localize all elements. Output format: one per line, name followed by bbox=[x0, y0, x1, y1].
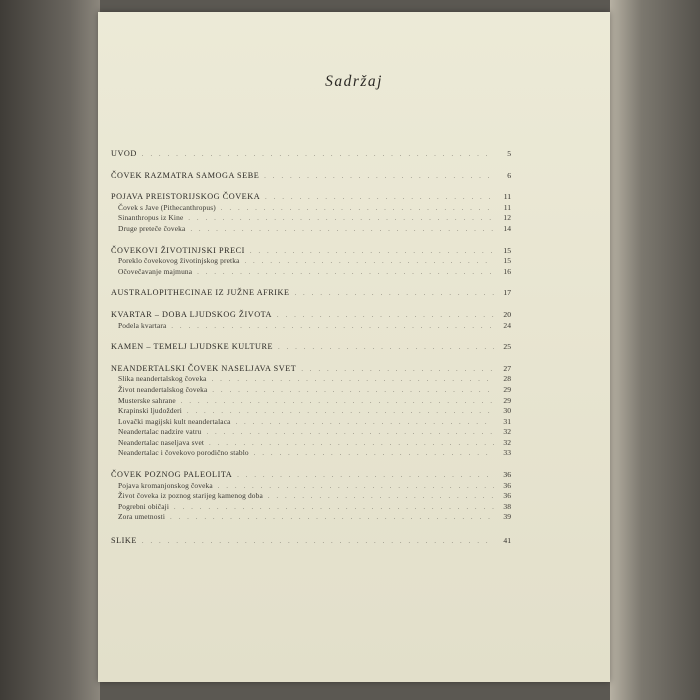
toc-subentry-title: Neandertalac i čovekovo porodično stablo bbox=[118, 448, 249, 458]
toc-subentry-title: Podela kvartara bbox=[118, 320, 167, 330]
toc-page-number: 39 bbox=[503, 512, 511, 522]
toc-subentry bbox=[111, 481, 511, 492]
toc-subentry bbox=[111, 203, 511, 214]
toc-subentry-title: Pogrebni običaji bbox=[118, 501, 170, 511]
dot-leader bbox=[174, 503, 494, 514]
toc-page-number: 32 bbox=[503, 437, 511, 447]
toc-page-number: 16 bbox=[503, 266, 511, 276]
dot-leader bbox=[212, 386, 494, 397]
toc-page-number: 24 bbox=[503, 320, 511, 330]
toc-subentry-title: Život neandertalskog čoveka bbox=[118, 384, 208, 394]
toc-subentry-title: Čovek s Jave (Pithecanthropus) bbox=[118, 202, 216, 212]
toc-page-number: 20 bbox=[503, 309, 511, 319]
toc-entry bbox=[111, 171, 511, 182]
dot-leader bbox=[212, 375, 494, 386]
dot-leader bbox=[277, 311, 494, 322]
dot-leader bbox=[197, 268, 494, 279]
toc-page-number: 29 bbox=[503, 395, 511, 405]
toc-entry-title: AUSTRALOPITHECINAE IZ JUŽNE AFRIKE bbox=[111, 288, 290, 298]
dot-leader bbox=[207, 428, 494, 439]
toc-page-number: 14 bbox=[503, 223, 511, 233]
dot-leader bbox=[264, 172, 494, 183]
dot-leader bbox=[301, 365, 494, 376]
toc-subentry-title: Neandertalac naseljava svet bbox=[118, 437, 205, 447]
toc-subentry bbox=[111, 374, 511, 385]
toc-entry-title: ČOVEK POZNOG PALEOLITA bbox=[111, 470, 233, 480]
dot-leader bbox=[170, 513, 494, 524]
dot-leader bbox=[209, 439, 494, 450]
toc-subentry bbox=[111, 491, 511, 502]
toc-subentry bbox=[111, 213, 511, 224]
toc-page-number: 41 bbox=[503, 536, 511, 546]
toc-page-number: 38 bbox=[503, 501, 511, 511]
toc-subentry bbox=[111, 396, 511, 407]
toc-entry-title: ČOVEKOVI ŽIVOTINJSKI PRECI bbox=[111, 245, 245, 255]
table-of-contents bbox=[111, 149, 511, 547]
toc-entry-title: ČOVEK RAZMATRA SAMOGA SEBE bbox=[111, 170, 260, 180]
dot-leader bbox=[254, 449, 494, 460]
toc-page-number: 15 bbox=[503, 256, 511, 266]
toc-entry bbox=[111, 288, 511, 299]
toc-page-number: 31 bbox=[503, 416, 511, 426]
toc-page-number: 12 bbox=[503, 213, 511, 223]
toc-page-number: 36 bbox=[503, 491, 511, 501]
dot-leader bbox=[171, 322, 494, 333]
dot-leader bbox=[268, 492, 494, 503]
toc-page-number: 27 bbox=[503, 363, 511, 373]
toc-entry bbox=[111, 470, 511, 481]
toc-subentry bbox=[111, 448, 511, 459]
dot-leader bbox=[265, 193, 494, 204]
toc-subentry-title: Lovački magijski kult neandertalaca bbox=[118, 416, 231, 426]
toc-subentry-title: Druge preteče čoveka bbox=[118, 223, 186, 233]
toc-page-number: 11 bbox=[503, 192, 511, 202]
page-title: Sadržaj bbox=[325, 73, 383, 90]
toc-page-number: 33 bbox=[503, 448, 511, 458]
toc-entry bbox=[111, 246, 511, 257]
toc-entry bbox=[111, 536, 511, 547]
toc-page-number: 5 bbox=[507, 149, 511, 158]
toc-page-number: 17 bbox=[503, 288, 511, 298]
toc-subentry-title: Musterske sahrane bbox=[118, 395, 176, 405]
toc-page-number: 29 bbox=[503, 384, 511, 394]
toc-entry-title: KAMEN – TEMELJ LJUDSKE KULTURE bbox=[111, 342, 274, 352]
toc-page-number: 15 bbox=[503, 245, 511, 255]
toc-subentry bbox=[111, 438, 511, 449]
toc-page-number: 11 bbox=[503, 202, 511, 212]
toc-entry-title: POJAVA PREISTORIJSKOG ČOVEKA bbox=[111, 192, 261, 202]
toc-entry-title: KVARTAR – DOBA LJUDSKOG ŽIVOTA bbox=[111, 309, 273, 319]
toc-entry bbox=[111, 192, 511, 203]
toc-subentry-title: Krapinski ljudožderi bbox=[118, 406, 182, 416]
toc-entry bbox=[111, 342, 511, 353]
toc-subentry bbox=[111, 417, 511, 428]
dot-leader bbox=[237, 471, 494, 482]
toc-subentry-title: Očovečavanje majmuna bbox=[118, 266, 193, 276]
toc-entry-title: SLIKE bbox=[111, 536, 137, 546]
toc-page-number: 25 bbox=[503, 342, 511, 352]
background-left bbox=[0, 0, 100, 700]
toc-entry-title: NEANDERTALSKI ČOVEK NASELJAVA SVET bbox=[111, 363, 297, 373]
toc-subentry bbox=[111, 502, 511, 513]
toc-subentry bbox=[111, 512, 511, 523]
toc-entry-title: UVOD bbox=[111, 149, 137, 158]
dot-leader bbox=[181, 397, 494, 408]
toc-subentry-title: Zora umetnosti bbox=[118, 512, 166, 522]
dot-leader bbox=[188, 214, 494, 225]
dot-leader bbox=[250, 247, 494, 258]
toc-subentry-title: Neandertalac nadzire vatru bbox=[118, 427, 202, 437]
toc-page-number: 6 bbox=[507, 170, 511, 180]
toc-subentry bbox=[111, 224, 511, 235]
toc-subentry bbox=[111, 427, 511, 438]
toc-subentry-title: Pojava kromanjonskog čoveka bbox=[118, 480, 213, 490]
toc-subentry bbox=[111, 256, 511, 267]
dot-leader bbox=[142, 537, 494, 548]
toc-subentry-title: Slika neandertalskog čoveka bbox=[118, 374, 207, 384]
dot-leader bbox=[221, 204, 494, 215]
toc-subentry-title: Poreklo čovekovog životinjskog pretka bbox=[118, 256, 240, 266]
toc-subentry bbox=[111, 385, 511, 396]
toc-subentry bbox=[111, 267, 511, 278]
dot-leader bbox=[295, 289, 494, 300]
toc-subentry bbox=[111, 321, 511, 332]
dot-leader bbox=[190, 225, 494, 236]
dot-leader bbox=[142, 150, 494, 161]
background-right bbox=[610, 0, 700, 700]
toc-subentry-title: Sinanthropus iz Kine bbox=[118, 213, 184, 223]
toc-page-number: 36 bbox=[503, 470, 511, 480]
toc-subentry-title: Život čoveka iz poznog starijeg kamenog doba bbox=[118, 491, 263, 501]
toc-page-number: 28 bbox=[503, 374, 511, 384]
dot-leader bbox=[278, 343, 494, 354]
toc-page-number: 36 bbox=[503, 480, 511, 490]
toc-subentry bbox=[111, 406, 511, 417]
toc-page-number: 32 bbox=[503, 427, 511, 437]
dot-leader bbox=[187, 407, 494, 418]
book-page bbox=[98, 12, 610, 682]
toc-entry bbox=[111, 310, 511, 321]
dot-leader bbox=[236, 418, 494, 429]
dot-leader bbox=[245, 257, 494, 268]
toc-page-number: 30 bbox=[503, 406, 511, 416]
toc-entry bbox=[111, 149, 511, 160]
toc-entry bbox=[111, 364, 511, 375]
